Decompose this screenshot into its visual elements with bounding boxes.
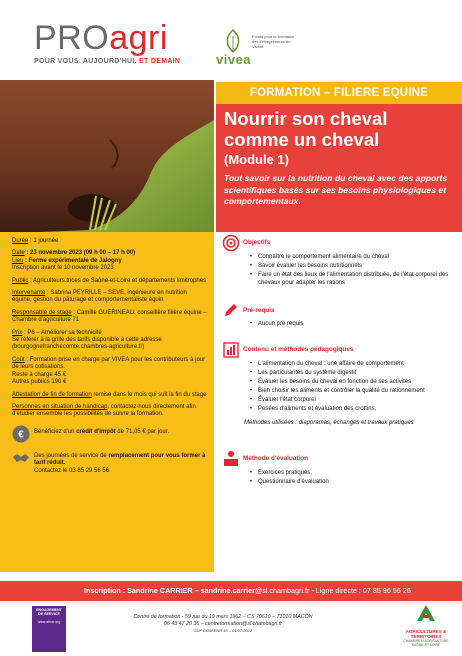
- page-title-line2: comme un cheval: [224, 129, 380, 150]
- date-value: : 23 novembre 2023 (09 h 00 – 17 h 00): [24, 250, 136, 257]
- vivea-logo: [216, 28, 296, 66]
- public-line: [12, 278, 208, 285]
- lieu-value: : Ferme expérimentale de Jalogny: [23, 257, 122, 264]
- cout-label: Coût: [12, 356, 25, 363]
- intervenante-line: [12, 290, 208, 305]
- formation-band-label: FORMATION – FILIERE EQUINE: [249, 87, 429, 99]
- address-line-3: SUP COM ENR 16 – 01/07/2022: [193, 628, 253, 633]
- public-label: Public: [12, 277, 29, 284]
- responsable-value: : Camille GUERINEAU, conseillère filière équine – Chambre d'agriculture 71: [12, 309, 207, 324]
- methodes-text: Méthodes utilisées : diaporamas, échanges et travaux pratiques: [244, 420, 414, 427]
- date-label: Date: [12, 250, 25, 257]
- list-item: • Faire un état des lieux de l'alimentation distribuée, de l'état corporel des chevaux pour adapter les rations: [250, 272, 456, 287]
- list-item: • Savoir évaluer les besoins nutritionnels: [250, 263, 456, 271]
- cout-autres: Autres publics 190 €: [12, 379, 67, 386]
- target-icon: [222, 234, 240, 252]
- seal-sub: www.afnor.org: [37, 619, 61, 624]
- credit-suffix: de 71,05 € par jour.: [115, 428, 169, 435]
- list-item: • Évaluer les besoins du cheval en fonction de ses activités: [250, 379, 456, 387]
- list-item: • Questionnaire d'évaluation: [250, 479, 456, 487]
- duree-value: : 1 journée: [28, 238, 59, 244]
- remplacement-bold: remplacement pour vous former à tarif réduit.: [34, 452, 206, 467]
- lead-text: Tout savoir sur la nutrition du cheval avec des apports scientifiques basés sur ses besoins physiologiques et comportementaux.: [224, 173, 448, 206]
- engagement-seal: [32, 606, 66, 652]
- page-title-line1: Nourrir son cheval: [224, 108, 388, 129]
- contenu-list: [250, 361, 456, 414]
- list-item: • Bien choisir les aliments et contrôler la qualité du rationnement: [250, 388, 456, 396]
- practical-info-column: [0, 232, 214, 572]
- date-lieu-block: [12, 250, 208, 272]
- address-line-2: 06 43 47 20 36 – centreformation@sl.chambagri.fr: [163, 621, 283, 627]
- proagri-logo: [34, 20, 194, 72]
- attestation-value: remise dans le mois qui suit la fin du stage: [91, 391, 207, 398]
- vivea-desc: Fonds pour la formation des Entrepreneurs du Vivant: [252, 34, 295, 49]
- proagri-tagline-red: ET DEMAIN: [139, 58, 181, 65]
- evaluation-heading: [222, 450, 456, 468]
- inscription-phone: - Ligne directe : 07 85 96 56 26: [309, 586, 411, 595]
- inscription-deadline: Inscription avant le 10 novembre 2023: [12, 265, 114, 272]
- evaluation-title: Méthode d'évaluation: [243, 454, 309, 462]
- chamber-sub: CHAMBRE D'AGRICULTURE SAÔNE-ET-LOIRE: [403, 639, 449, 648]
- chart-icon: [222, 341, 240, 359]
- handshake-icon: [12, 449, 30, 467]
- proagri-logo-agri: agri: [109, 19, 168, 57]
- cout-line: [12, 357, 208, 387]
- evaluation-icon: [222, 450, 240, 468]
- proagri-tagline: POUR VOUS. AUJOURD'HUI.: [34, 58, 137, 65]
- duree-line: [12, 238, 208, 245]
- intervenante-label: Intervenante: [12, 290, 46, 297]
- chambre-agriculture-logo: [398, 604, 454, 650]
- objectifs-heading: [222, 234, 456, 252]
- lieu-label: Lieu: [12, 257, 24, 264]
- prerequis-heading: [222, 301, 456, 319]
- list-item: • Les particularités du système digestif: [250, 370, 456, 378]
- seal-title: ENGAGEMENT DE SERVICE: [36, 608, 62, 617]
- attestation-line: [12, 392, 208, 399]
- duree-label: Durée: [12, 238, 29, 244]
- prix-detail-1: Se référer à la grille des tarifs disponible à cette adresse: [12, 337, 162, 344]
- chamber-name: AGRICULTURES & TERRITOIRES: [405, 629, 447, 640]
- inscription-bar: [0, 581, 462, 601]
- prix-value: : P6 – Améliorer sa technicité: [22, 329, 102, 336]
- title-block: [216, 104, 462, 232]
- handicap-line: [12, 404, 208, 419]
- list-item: • Connaître le comportement alimentaire du cheval: [250, 254, 456, 262]
- handicap-label: Personnes en situation de handicap: [12, 403, 108, 410]
- proagri-logo-pro: PRO: [34, 19, 110, 57]
- credit-bold: crédit d'impôt: [76, 428, 116, 435]
- horse-photo: [0, 80, 214, 232]
- chamber-a-icon: [416, 604, 436, 622]
- program-column: [216, 234, 462, 570]
- list-item: • L'alimentation du cheval : une affaire de comportement: [250, 361, 456, 369]
- handicap-value: , contactez-nous directement afin d'étudier ensemble les possibilités de suivre la formation.: [12, 403, 196, 418]
- inscription-email-domain: @sl.chambagri.fr: [254, 586, 310, 595]
- inscription-contact: Inscription : Sandrine CARRIER – sandrine.carrier: [84, 586, 255, 595]
- prerequis-title: Pré-requis: [243, 306, 275, 314]
- responsable-label: Responsable de stage: [12, 309, 72, 316]
- list-item: • Exercices pratiques,: [250, 470, 456, 478]
- vivea-leaf-icon: [220, 28, 246, 54]
- public-value: : Agriculteurs.trices de Saône-et-Loire et départements limitrophes: [28, 277, 207, 284]
- attestation-label: Attestation de fin de formation: [12, 391, 92, 398]
- responsable-line: [12, 310, 208, 325]
- prix-line: [12, 330, 208, 352]
- prix-label: Prix: [12, 329, 23, 336]
- credit-impot-row: [12, 425, 208, 443]
- contenu-heading: [222, 341, 456, 359]
- objectifs-title: Objectifs: [243, 239, 271, 247]
- objectifs-list: [250, 254, 456, 287]
- evaluation-list: [250, 470, 456, 487]
- address-block: [110, 614, 336, 634]
- vivea-name: vivea: [216, 52, 252, 67]
- remplacement-prefix: Des journées de service de: [34, 452, 109, 459]
- intervenante-value: : Sabrina PEYRILLE – SEVE, ingénieure en nutrition équine, gestion du pâturage et comportementaliste équin: [12, 290, 187, 304]
- cout-value: : Formation prise en charge par VIVEA pour les contributeurs à jour de leurs cotisations.: [12, 356, 206, 371]
- cout-rest: Reste à charge 45 €: [12, 371, 67, 378]
- formation-band: [216, 82, 462, 104]
- list-item: • Pesées d'aliments et évaluation des crottins.: [250, 406, 456, 414]
- list-item: • Évaluer l'état corporel: [250, 397, 456, 405]
- contenu-title: Contenu et méthodes pédagogiques: [243, 346, 354, 354]
- prix-detail-2: (bourgognefranchecomte.chambres-agriculture.fr): [12, 344, 145, 351]
- address-line-1: Centre de formation - 59 rue du 19 mars 1962 – CS 70610 – 71010 MACON: [133, 614, 313, 620]
- module-label: (Module 1): [224, 152, 289, 167]
- list-item: • Aucun pré requis: [250, 321, 456, 329]
- remplacement-row: [12, 449, 208, 475]
- euro-icon: [12, 425, 30, 443]
- pencil-icon: [222, 301, 240, 319]
- remplacement-contact: Contactez le 03 85 29 56 56: [34, 467, 110, 474]
- credit-prefix: Bénéficiez d'un: [34, 428, 77, 435]
- prerequis-list: [250, 321, 456, 329]
- svg-text:€: €: [18, 429, 24, 441]
